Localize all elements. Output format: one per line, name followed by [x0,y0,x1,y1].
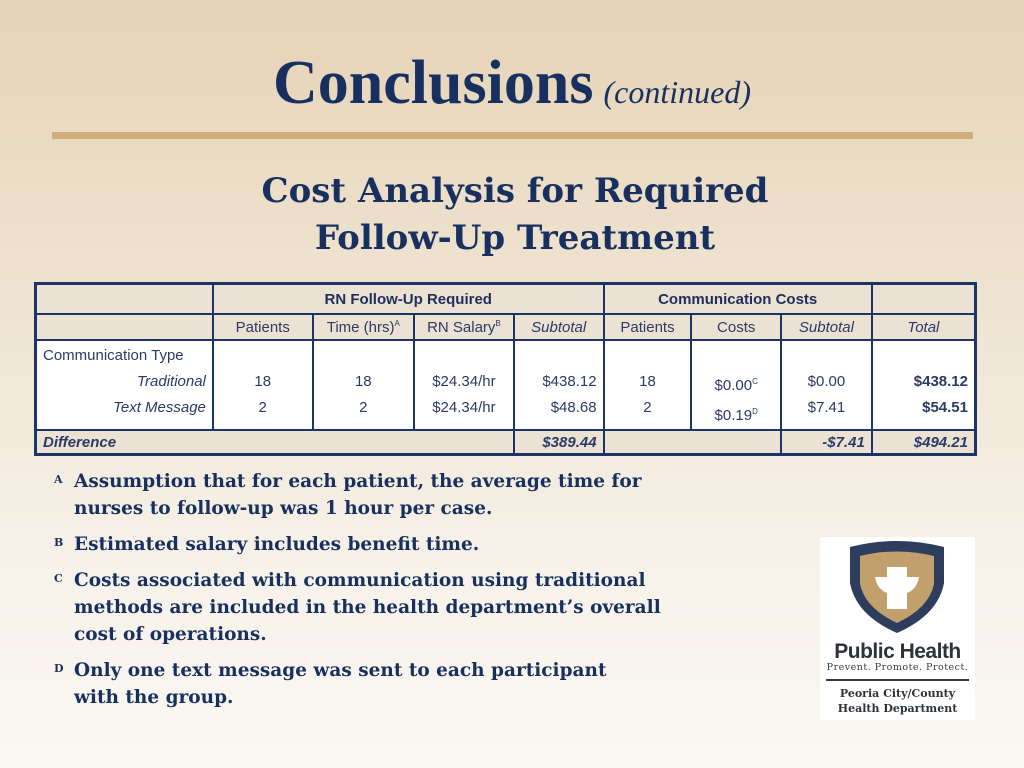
slide-title [0,48,1024,119]
traditional-total: $438.12 [913,373,968,390]
text-subtotal2: $7.41 [807,399,846,416]
total-cell [872,340,976,430]
subtotal2-cell [781,340,872,430]
table-heading [200,168,830,262]
footnote-mark: A [54,473,63,486]
row-label-header: Communication Type [43,347,184,364]
traditional-salary: $24.34/hr [432,373,496,390]
difference-row [36,430,976,455]
col-time-note: A [394,318,400,328]
patients2-cell [604,340,692,430]
text-patients2: 2 [643,399,652,416]
title-text: Conclusions [273,49,594,117]
public-health-logo [820,537,975,720]
footnote-mark: D [54,662,64,675]
col-time: Time (hrs)$^A$ [313,314,414,340]
group-total-blank [872,284,976,315]
subtotal-cell [514,340,604,430]
traditional-subtotal2: $0.00 [807,373,846,390]
traditional-patients: 18 [254,373,272,390]
row-labels [36,340,213,430]
logo-divider [826,679,969,681]
costs-cell [691,340,781,430]
label-col-blank [36,314,213,340]
shield-cross-icon [820,537,975,637]
col-patients: Patients [213,314,313,340]
difference-rn-subtotal: $389.44 [514,430,604,455]
title-divider [52,132,973,139]
group-header-row [36,284,976,315]
col-subtotal2: Subtotal [781,314,872,340]
col-costs: Costs [691,314,781,340]
row-label-text-message: Text Message [113,399,206,416]
text-total: $54.51 [922,399,968,416]
patients-cell [213,340,313,430]
traditional-costs: $\$0.00^C$ [714,377,758,394]
text-patients: 2 [258,399,267,416]
logo-tagline: Prevent. Promote. Protect. [826,662,969,673]
difference-total: $494.21 [872,430,976,455]
salary-cell [414,340,514,430]
traditional-time: 18 [354,373,372,390]
difference-blank [604,430,781,455]
text-costs: $\$0.19^D$ [714,407,758,424]
col-patients2: Patients [604,314,692,340]
title-suffix: (continued) [603,74,751,110]
footnote-a: A Assumption that for each patient, the average time for nurses to follow-up was 1 hour per case. [52,468,772,522]
time-cell [313,340,414,430]
column-header-row [36,314,976,340]
logo-department: Peoria City/County Health Department [837,687,958,715]
corner-cell [36,284,213,315]
col-salary: RN Salary$^B$ [414,314,514,340]
traditional-patients2: 18 [639,373,656,390]
col-subtotal: Subtotal [514,314,604,340]
traditional-subtotal: $438.12 [542,373,597,390]
table-heading-line1: Cost Analysis for Required [261,171,769,211]
table-heading-line2: Follow-Up Treatment [314,218,716,258]
footnote-mark: C [54,572,63,585]
group-rn-header: RN Follow-Up Required [213,284,604,315]
table-body-row [36,340,976,430]
difference-label: Difference [36,430,514,455]
footnote-b: B Estimated salary includes benefit time. [52,531,772,558]
col-total: Total [872,314,976,340]
text-salary: $24.34/hr [432,399,496,416]
row-label-traditional: Traditional [136,373,206,390]
footnote-mark: B [54,536,64,549]
logo-name: Public Health [834,640,961,663]
text-time: 2 [359,399,368,416]
group-comm-header: Communication Costs [604,284,872,315]
footnotes [52,468,772,720]
col-salary-note: B [495,318,501,328]
footnote-d: D Only one text message was sent to each participant with the group. [52,657,772,711]
difference-comm-subtotal: -$7.41 [781,430,872,455]
footnote-c: C Costs associated with communication using traditional methods are included in the health department’s overall cost of operations. [52,567,772,648]
cost-analysis-table [34,282,977,456]
text-subtotal: $48.68 [550,399,597,416]
